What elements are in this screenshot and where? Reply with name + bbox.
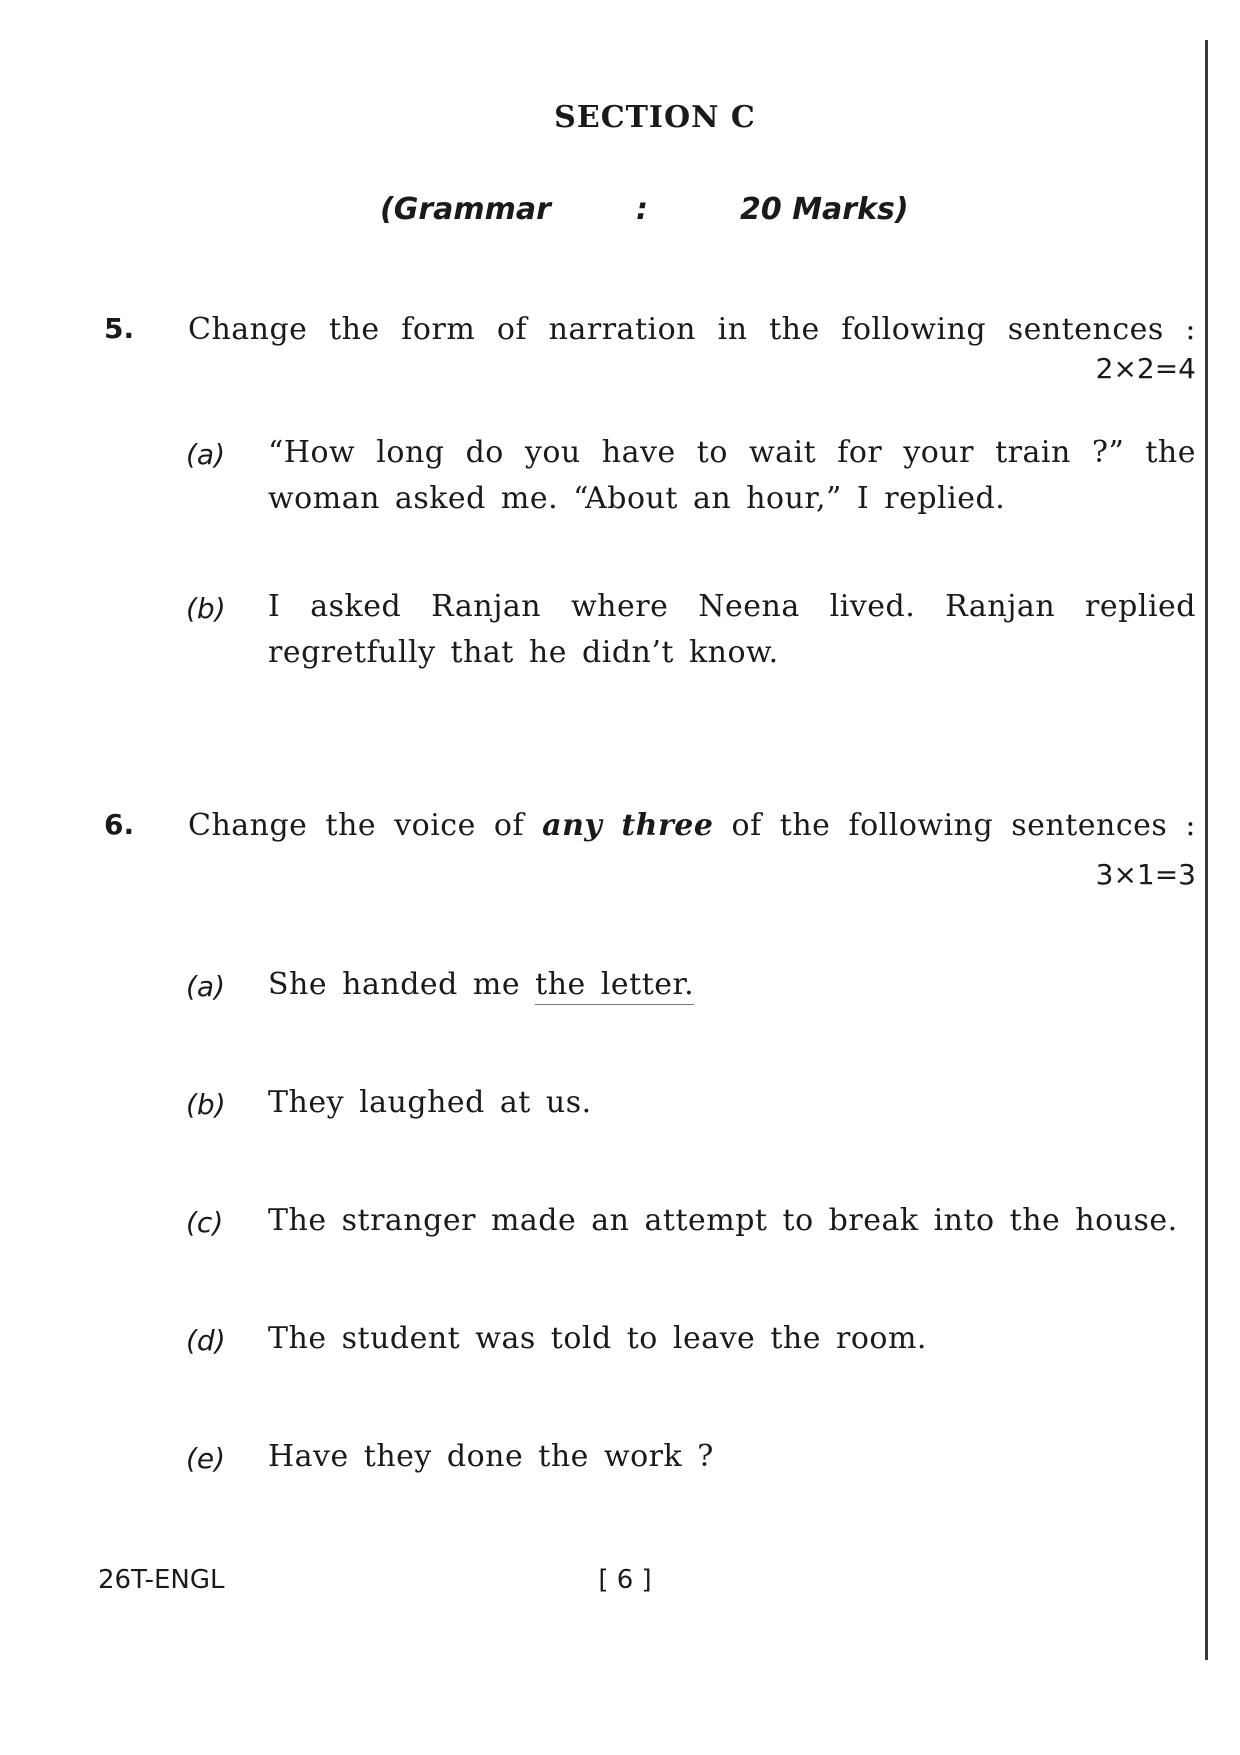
question-6-item-b-label: (b) (186, 1088, 226, 1121)
section-separator: : (636, 192, 648, 227)
question-5-marks: 2×2=4 (1095, 352, 1196, 385)
question-6-text-end: of the following sentences : (713, 808, 1196, 843)
footer-paper-code: 26T-ENGL (98, 1565, 225, 1595)
question-5-item-b-text: I asked Ranjan where Neena lived. Ranjan replied regretfully that he didn’t know. (268, 589, 1196, 670)
question-6-item-a-underlined: the letter. (535, 967, 694, 1005)
question-5-item-a-label: (a) (186, 438, 226, 471)
question-5-number: 5. (104, 312, 135, 345)
question-6-text (188, 808, 1196, 843)
question-6-item-a-text (268, 962, 1196, 1008)
footer-page-number: [ 6 ] (598, 1565, 652, 1595)
question-6-marks: 3×1=3 (1095, 858, 1196, 891)
question-5-item-b-label: (b) (186, 592, 226, 625)
question-6-item-d-label: (d) (186, 1324, 226, 1357)
question-6-item-c-text: The stranger made an attempt to break into the house. (268, 1203, 1178, 1238)
question-6-item-c-label: (c) (186, 1206, 224, 1239)
section-title: SECTION C (554, 100, 756, 135)
section-category: (Grammar (380, 192, 551, 227)
page-edge-line (1205, 40, 1208, 1660)
question-6-item-e-text: Have they done the work ? (268, 1439, 714, 1474)
question-6-emphasis: any three (542, 808, 714, 843)
question-6-item-a-label: (a) (186, 970, 226, 1003)
question-6-item-a-start: She handed me (268, 967, 536, 1002)
section-marks: 20 Marks) (740, 192, 909, 227)
question-5-item-a-text: “How long do you have to wait for your train ?” the woman asked me. “About an hour,” I replied. (268, 435, 1196, 516)
question-6-item-b-text: They laughed at us. (268, 1085, 592, 1120)
question-5-text: Change the form of narration in the following sentences : (188, 312, 1196, 347)
question-6-item-d-text: The student was told to leave the room. (268, 1321, 927, 1356)
question-6-number: 6. (104, 808, 135, 841)
question-6-item-e-label: (e) (186, 1442, 226, 1475)
question-6-text-start: Change the voice of (188, 808, 543, 843)
